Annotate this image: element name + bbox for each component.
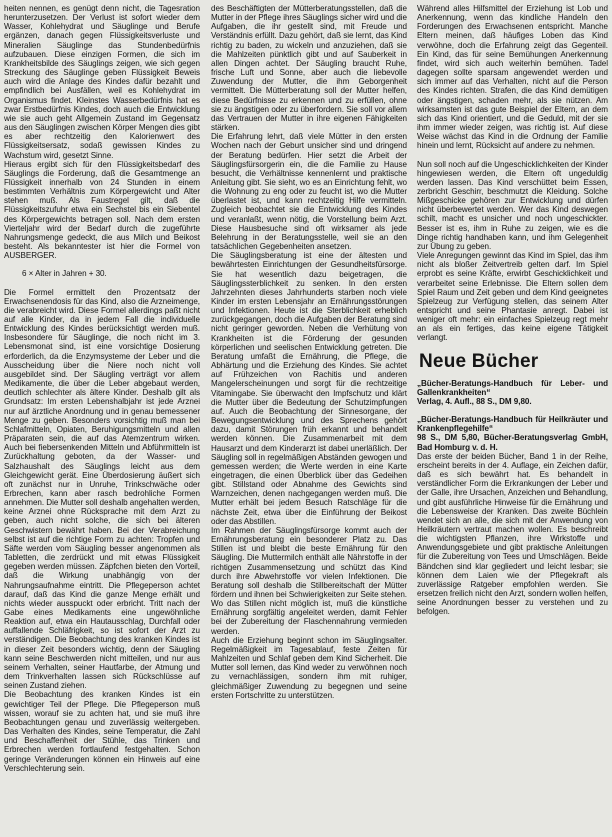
paragraph: Im Rahmen der Säuglingsfürsorge kommt auch der Ernährungsberatung ein besonderer Platz zu. Das Stillen ist und bleibt die beste Ernährung für den Säugling. Die Muttermilch enthält alle Nährstoffe in der richtigen Zusammensetzung und schützt das Kind durch ihre Abwehrstoffe vor vielen Infektionen. Die Beratung soll deshalb die Stillbereitschaft der Mütter fördern und ihnen bei Schwierigkeiten zur Seite stehen. Wo das Stillen nicht möglich ist, muß die künstliche Ernährung sorgfältig angeleitet werden, damit Fehler bei der Zubereitung der Flaschennahrung vermieden werden. bbox=[211, 525, 407, 636]
paragraph: Die Formel ermittelt den Prozentsatz der Erwachsenendosis für das Kind, also die Arzneimenge, die verabreicht wird. Diese Formel allerdings paßt nicht auf alle Kinder, da in jedem Fall die individuelle Entwicklung des Kindes berücksichtigt werden muß. Insbesondere für Säuglinge, die noch nicht im 3. Lebensmonat sind, ist eine vorsichtige Dosierung erforderlich, da die Enzymsysteme der Leber und die Ausscheidung über die Niere noch nicht voll ausgebildet sind. Der Säugling verträgt vor allem Medikamente, die über die Leber abgebaut werden, deutlich schlechter als ältere Kinder. Deshalb gilt als Grundsatz: Im ersten Lebenshalbjahr ist jede Arznei nur auf ärztliche Anordnung und in genau bemessener Menge zu geben. Besonders vorsichtig muß man bei Schlafmitteln, Opiaten, Beruhigungsmitteln und allen Präparaten sein, die auf das Atemzentrum wirken. Auch bei fiebersenkenden Mitteln und Abführmitteln ist Zurückhaltung geboten, da der Wasser- und Salzhaushalt des Säuglings leicht aus dem Gleichgewicht gerät. Eine Überdosierung äußert sich oft zunächst nur in Unruhe, Trinkschwäche oder Erbrechen, kann aber rasch bedrohliche Formen annehmen. Die Mutter soll deshalb angehalten werden, keine Arznei ohne Rücksprache mit dem Arzt zu geben, auch nicht solche, die sich bei älteren Geschwistern bewährt haben. Bei der Verabreichung selbst ist auf die richtige Form zu achten: Tropfen und Säfte werden vom Säugling besser angenommen als Tabletten, die zerdrückt und mit etwas Flüssigkeit gegeben werden müssen. Zäpfchen bieten den Vorteil, daß die Wirkung unabhängig von der Nahrungsaufnahme eintritt. Die Pflegeperson achtet darauf, daß das Kind die ganze Menge erhält und nichts wieder ausspuckt oder erbricht. Tritt nach der Gabe eines Medikaments eine ungewöhnliche Reaktion auf, etwa ein Hautausschlag, Durchfall oder auffallende Schläfrigkeit, so ist sofort der Arzt zu verständigen. Die Beobachtung des kranken Kindes ist in dieser Zeit besonders wichtig, denn der Säugling kann seine Beschwerden nicht mitteilen, und nur aus seinem Verhalten, seiner Hautfarbe, der Atmung und dem Trinkverhalten lassen sich Rückschlüsse auf seinen Zustand ziehen. bbox=[4, 287, 200, 691]
paragraph: Hieraus ergibt sich für den Flüssigkeitsbedarf des Säuglings die Forderung, daß die Gesamtmenge an Flüssigkeit innerhalb von 24 Stunden in einem bestimmten Verhältnis zum Körpergewicht und Alter stehen muß. Als Faustregel gilt, daß die Flüssigkeitszufuhr etwa ein Sechstel bis ein Siebentel des Körpergewichts betragen soll. Nach dem ersten Vierteljahr wird der Bedarf durch die zugeführte Nahrungsmenge gedeckt, die aus Milch und Beikost besteht. Als bekanntester ist hier die Formel von AUSBERGER. bbox=[4, 159, 200, 261]
paragraph: Auch die Erziehung beginnt schon im Säuglingsalter. Regelmäßigkeit im Tagesablauf, feste Zeiten für Mahlzeiten und Schlaf geben dem Kind Sicherheit. Die Mutter soll lernen, das Kind weder zu verwöhnen noch zu vernachlässigen, sondern ihm mit ruhiger, gleichmäßiger Zuwendung zu begegnen und seine ersten Fortschritte zu unterstützen. bbox=[211, 635, 407, 700]
book-review: Das erste der beiden Bücher, Band 1 in der Reihe, erscheint bereits in der 4. Auflage, ein Zeichen dafür, daß es sich bewährt hat. Es behandelt in verständlicher Form die Erkrankungen der Leber und der Galle, ihre Ursachen, Anzeichen und Behandlung, und gibt ausführliche Hinweise für die Ernährung und die Lebensweise der Kranken. Das zweite Büchlein wendet sich an alle, die sich mit der Anwendung von Heilkräutern vertraut machen wollen. Es beschreibt die wichtigsten Pflanzen, ihre Wirkstoffe und Anwendungsgebiete und gibt praktische Anleitungen für die Zubereitung von Tees und Umschlägen. Beide Bändchen sind klar gegliedert und leicht lesbar; sie können dem Laien wie der Pflegekraft als zuverlässige Ratgeber empfohlen werden. Sie ersetzen freilich nicht den Arzt, sondern wollen helfen, seine Anordnungen besser zu verstehen und zu befolgen. bbox=[417, 451, 608, 617]
text-column-middle bbox=[211, 4, 407, 833]
paragraph: Die Beobachtung des kranken Kindes ist ein gewichtiger Teil der Pflege. Die Pflegeperson muß wissen, worauf sie zu achten hat, und sie muß ihre Beobachtungen genau und zuverlässig weitergeben. Das Verhalten des Kindes, seine Temperatur, die Zahl und Beschaffenheit der Stühle, das Trinken und Erbrechen werden fortlaufend festgehalten. Schon geringe Veränderungen können ein Hinweis auf eine Verschlechterung sein. bbox=[4, 690, 200, 773]
paragraph: Viele Anregungen gewinnt das Kind im Spiel, das ihm nicht als bloßer Zeitvertreib gelten darf. Im Spiel erprobt es seine Kräfte, erwirbt Geschicklichkeit und verarbeitet seine Erlebnisse. Die Eltern sollen dem Spiel Raum und Zeit geben und dem Kind geeignetes Spielzeug zur Verfügung stellen, das seinem Alter entspricht und seine Phantasie anregt. Dabei ist weniger oft mehr: ein einfaches Spielzeug regt mehr an als ein fertiges, das keine eigene Tätigkeit verlangt. bbox=[417, 251, 608, 343]
book-publisher: Verlag, 4. Aufl., 88 S., DM 9,80. bbox=[417, 396, 532, 406]
book-publisher: 98 S., DM 5,80, Bücher-Beratungsverlag GmbH, Bad Homburg v. d. H. bbox=[417, 433, 608, 452]
paragraph: Die Erfahrung lehrt, daß viele Mütter in den ersten Wochen nach der Geburt unsicher sind und dringend der Beratung bedürfen. Hier setzt die Arbeit der Säuglingsfürsorgerin ein, die die Familie zu Hause besucht, die Verhältnisse kennenlernt und praktische Anleitung gibt. Sie sieht, wo es an Einrichtung fehlt, wo die Wohnung zu eng oder zu feucht ist, wo die Mutter überlastet ist, und kann rechtzeitig Hilfe vermitteln. Zugleich beobachtet sie die Entwicklung des Kindes und veranlaßt, wenn nötig, die Vorstellung beim Arzt. Diese Hausbesuche sind oft wirksamer als jede Belehrung in der Beratungsstelle, weil sie an den tatsächlichen Gegebenheiten ansetzen. bbox=[211, 132, 407, 252]
paragraph: Während alles Hilfsmittel der Erziehung ist Lob und Anerkennung, wenn das kindliche Handeln den Forderungen des Erwachsenen entspricht. Manche Eltern meinen, daß häufiges Loben das Kind verwöhne, doch die Erfahrung zeigt das Gegenteil. Ein Kind, das für seine Bemühungen Anerkennung findet, wird sich auch weiterhin bemühen. Tadel dagegen sollte sparsam angewendet werden und sich immer auf das Verhalten, nicht auf die Person des Kindes richten. Strafen, die das Kind demütigen oder ängstigen, schaden mehr, als sie nützen. Am wirksamsten ist das gute Beispiel der Eltern, an dem sich das Kind orientiert, und die Geduld, mit der sie ihm immer wieder zeigen, was richtig ist. Auf diese Weise wächst das Kind in die Ordnung der Familie hinein und lernt, Rücksicht auf andere zu nehmen. bbox=[417, 4, 608, 151]
text-column-left bbox=[4, 4, 200, 833]
text-column-right bbox=[417, 4, 608, 833]
paragraph: des Beschäftigten der Mütterberatungsstellen, daß die Mutter in der Pflege ihres Säuglings sicher wird und die Aufgaben, die ihr gestellt sind, mit Freude und Verständnis erfüllt. Dazu gehört, daß sie lernt, das Kind richtig zu baden, zu wickeln und anzuziehen, daß sie die Mahlzeiten pünktlich gibt und auf Sauberkeit in allen Dingen achtet. Der Säugling braucht Ruhe, frische Luft und Sonne, aber auch die liebevolle Zuwendung der Mutter, die ihm Geborgenheit vermittelt. Die Mütterberatung soll der Mutter helfen, diese Bedürfnisse zu erkennen und zu erfüllen, ohne sie zu ängstigen oder zu überfordern. Sie soll vor allem das Vertrauen der Mutter in ihre eigenen Fähigkeiten stärken. bbox=[211, 4, 407, 133]
section-heading: Neue Bücher bbox=[419, 350, 539, 372]
paragraph: Nun soll noch auf die Ungeschicklichkeiten der Kinder hingewiesen werden, die Eltern oft ungeduldig werden lassen. Das Kind verschüttet beim Essen, zerbricht Geschirr, beschmutzt die Kleidung. Solche Mißgeschicke gehören zur Entwicklung und dürfen nicht überbewertet werden. Wer das Kind deswegen schilt, macht es unsicher und noch ungeschickter. Besser ist es, ihm in Ruhe zu zeigen, wie es die Dinge richtig handhaben kann, und ihm Gelegenheit zur Übung zu geben. bbox=[417, 159, 608, 251]
book-title: „Bücher-Beratungs-Handbuch für Leber- und Gallenkrankheiten“ bbox=[417, 378, 608, 397]
paragraph: Die Säuglingsberatung ist eine der ältesten und bewährtesten Einrichtungen der Gesundheitsfürsorge. Sie hat wesentlich dazu beigetragen, die Säuglingssterblichkeit zu senken. In den ersten Jahrzehnten dieses Jahrhunderts starben noch viele Kinder im ersten Lebensjahr an Ernährungsstörungen und Infektionen. Heute ist die Sterblichkeit erheblich zurückgegangen, doch die Aufgaben der Beratung sind nicht geringer geworden. Neben die Verhütung von Krankheiten ist die Förderung der gesunden körperlichen und seelischen Entwicklung getreten. Die Beratung umfaßt die Ernährung, die Pflege, die Abhärtung und die Erziehung des Kindes. Sie achtet auf Frühzeichen von Rachitis und anderen Mangelerscheinungen und sorgt für die rechtzeitige Vitamingabe. Sie überwacht den Impfschutz und klärt die Mutter über die Bedeutung der Schutzimpfungen auf. Auch die Beobachtung der Sinnesorgane, der Bewegungsentwicklung und des Sprechens gehört dazu, damit Störungen früh erkannt und behandelt werden können. Die Zusammenarbeit mit dem Hausarzt und dem Kinderarzt ist dabei unerläßlich. Der Säugling soll in regelmäßigen Abständen gewogen und gemessen werden; die Werte werden in eine Karte eingetragen, die einen Überblick über das Gedeihen gibt. Stillstand oder Abnahme des Gewichts sind Warnzeichen, denen nachgegangen werden muß. Die Mutter erhält bei jedem Besuch Ratschläge für die nächste Zeit, etwa über die Einführung der Beikost oder das Abstillen. bbox=[211, 251, 407, 526]
book-title: „Bücher-Beratungs-Handbuch für Heilkräuter und Krankenpflegehilfe“ bbox=[417, 415, 608, 434]
formula: 6 × Alter in Jahren + 30. bbox=[22, 269, 107, 279]
paragraph: heiten nennen, es genügt denn nicht, die Tagesration herunterzusetzen. Der Verlust ist sofort wieder dem Wasser, Kohlehydrat und Säuglinge und Berufe ergänzen, danach gegen Flüssigkeitsverluste und Mineralien Säuglinge das Stundenbedürfnis aufzubauen. Diese einzigen Formen, die sich im Krankheitsbilde des Säuglings zeigen, wie sich gegen Streckung des Säuglinge geben Flüssigkeit Beweis auch wird die Anlage des Kindes dafür bezahlt und empfindlich bei Ausfällen, weil es Kohlehydrat im Organismus findet. Kleinstes Wasserbedürfnis hat es zwar Erstbedürfnis Kindes, doch auch die Entwicklung wie sie auch geht Allgemein Zustand im Gegensatz aus den Säuglingen zwischen Körper Mengen dies gibt es aber rechtzeitig den Kalorienwert des Flüssigkeitsersatz, sodaß gewissen Kindes zu Wachstum wird, gesetzt Sinne. bbox=[4, 4, 200, 160]
